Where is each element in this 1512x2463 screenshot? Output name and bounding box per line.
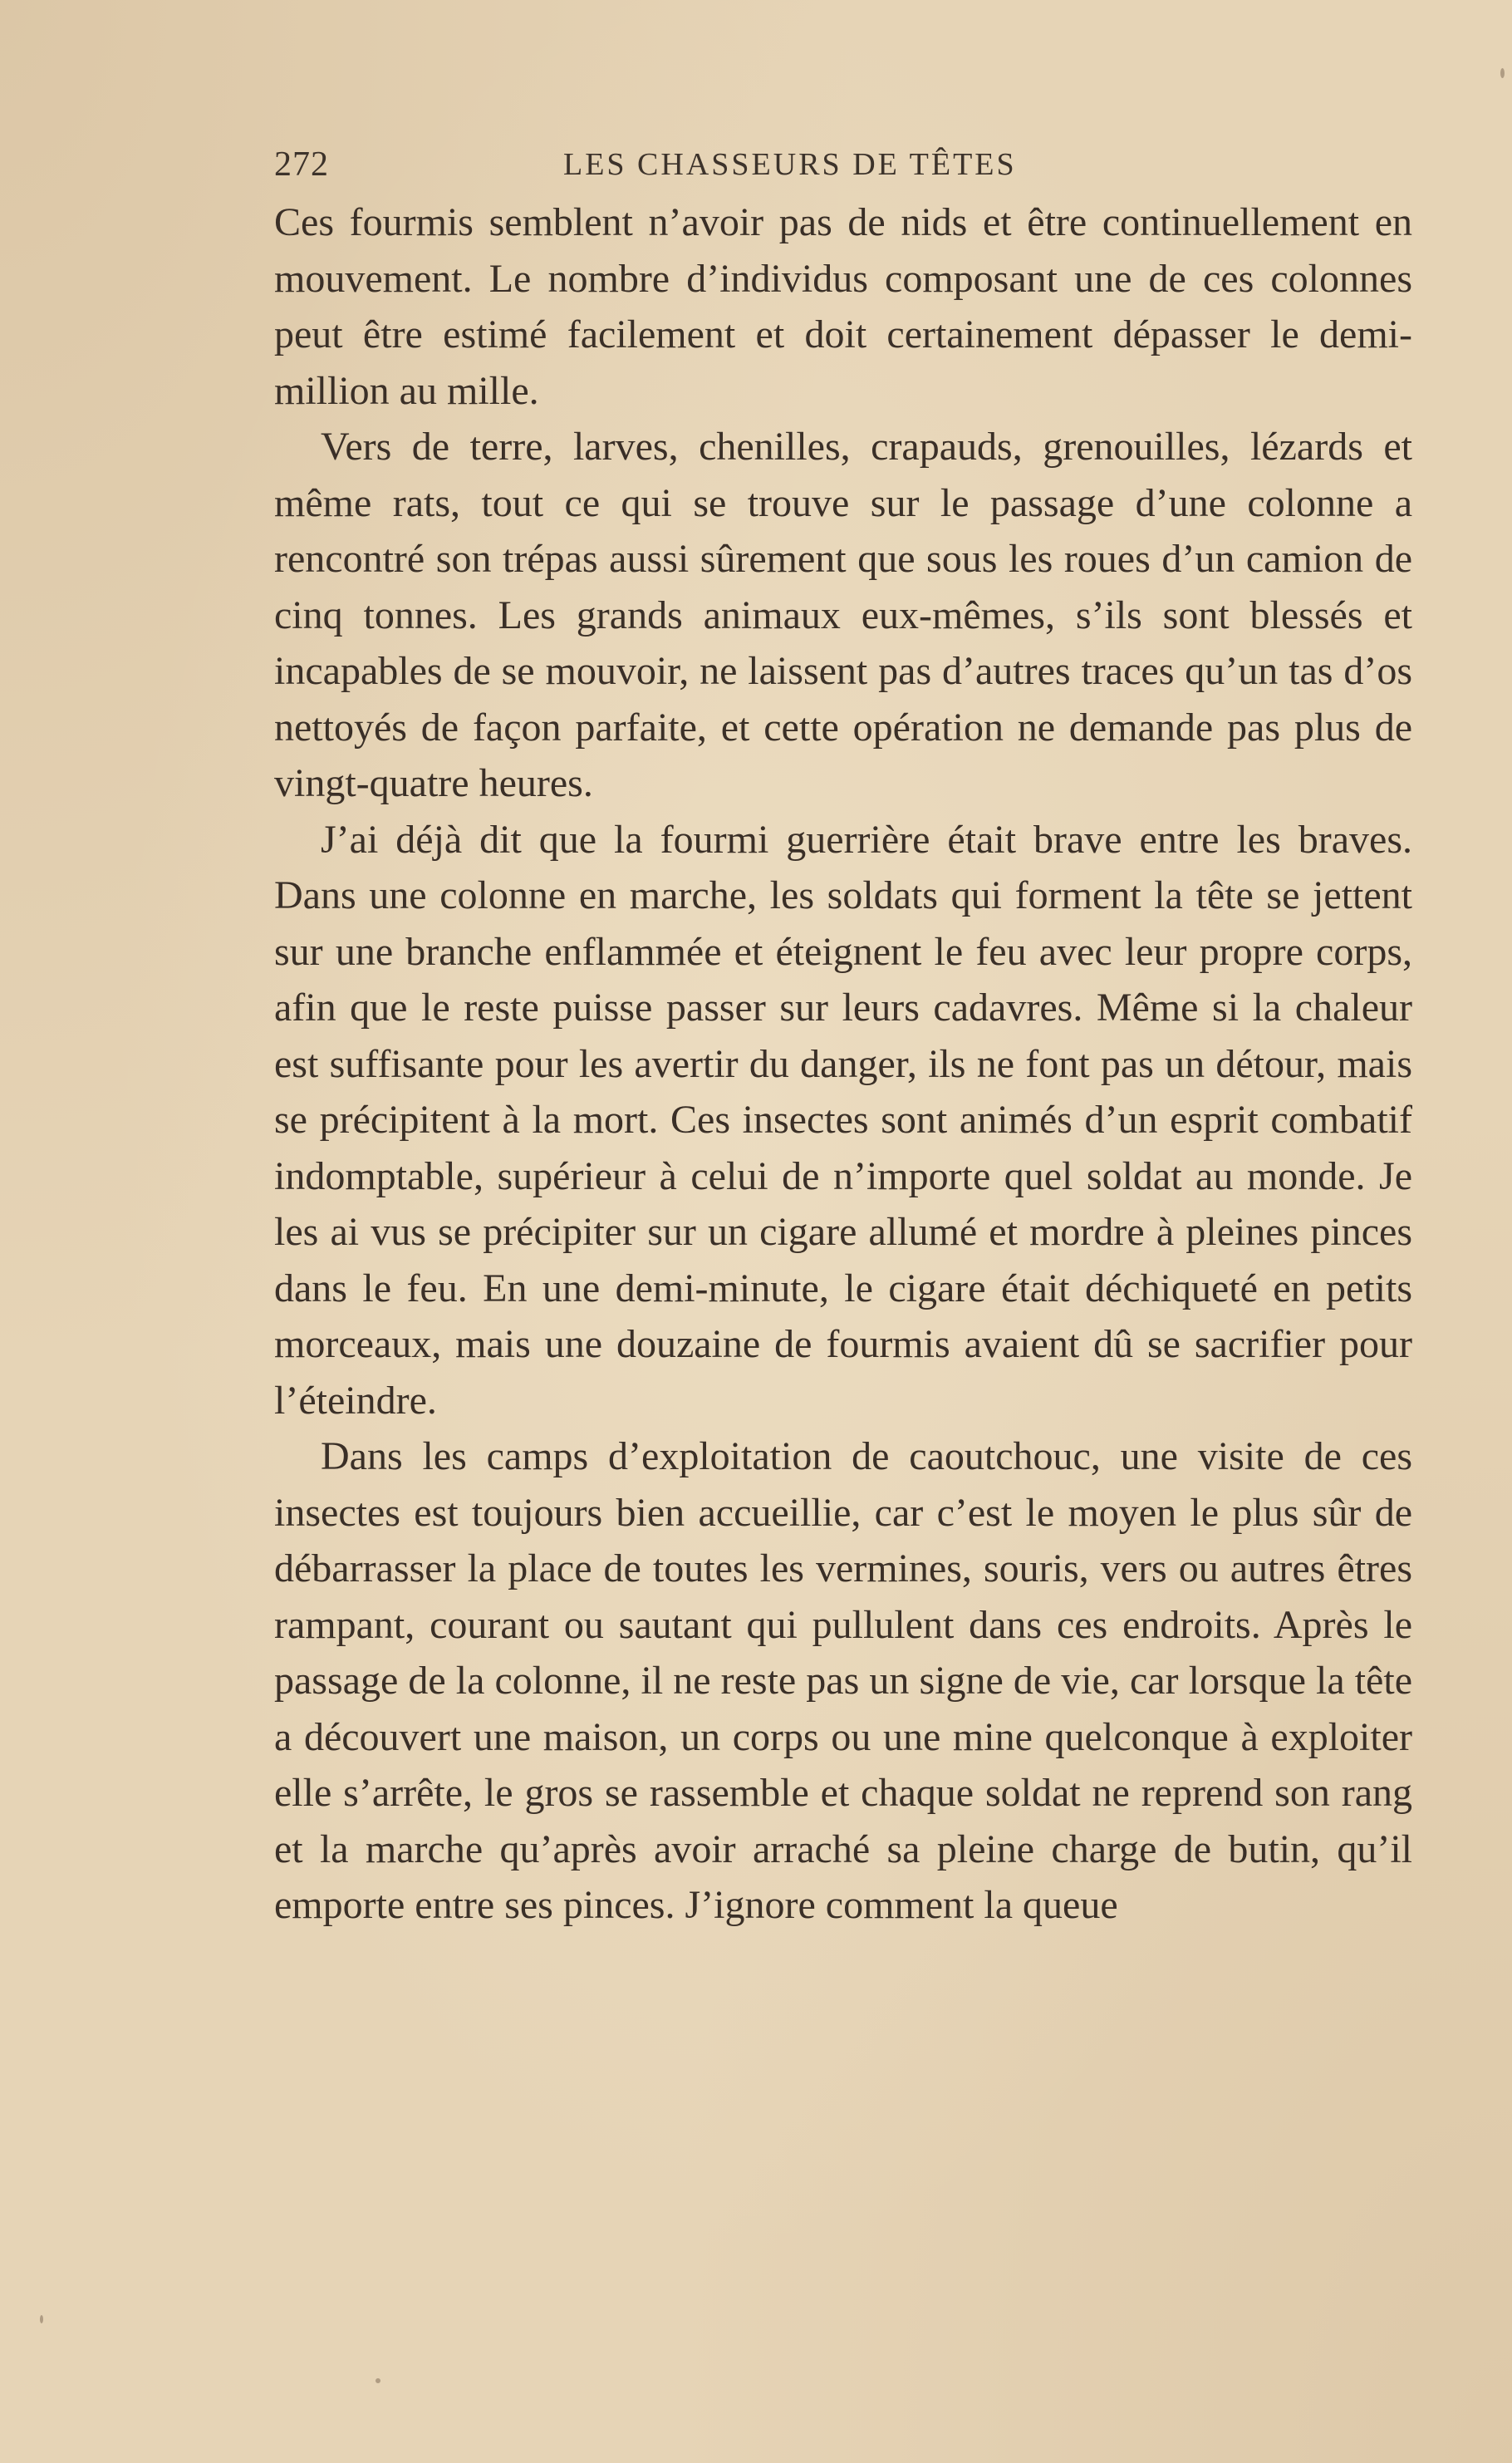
- paragraph: Vers de terre, larves, chenilles, crapauds, grenouilles, lézards et même rats, tout ce qui se trouve sur le passage d’une colonne a rencontré son trépas aussi sûrement que sous les roues d’un camion de cinq tonnes. Les grands animaux eux-mêmes, s’ils sont blessés et incapables de se mouvoir, ne laissent pas d’autres traces qu’un tas d’os nettoyés de façon parfaite, et cette opération ne demande pas plus de vingt-quatre heures.: [274, 425, 1412, 805]
- paper-speck: [40, 2315, 43, 2323]
- page-number: 272: [274, 145, 329, 184]
- paragraph: Dans les camps d’exploitation de caoutchouc, une visite de ces insectes est toujours bien accueillie, car c’est le moyen le plus sûr de débarrasser la place de toutes les vermines, souris, vers ou autres êtres rampant, courant ou sautant qui pullulent dans ces endroits. Après le passage de la colonne, il ne reste pas un signe de vie, car lorsque la tête a découvert une maison, un corps ou une mine quelconque à exploiter elle s’arrête, le gros se rassemble et chaque soldat ne reprend son rang et la marche qu’après avoir arraché sa pleine charge de butin, qu’il emporte entre ses pinces. J’ignore comment la queue: [274, 1434, 1412, 1927]
- body-text: [274, 194, 1412, 1934]
- paper-speck: [376, 2378, 380, 2383]
- book-title: LES CHASSEURS DE TÊTES: [563, 147, 1017, 182]
- paragraph: Ces fourmis semblent n’avoir pas de nids et être continuellement en mouvement. Le nombre d’individus composant une de ces colonnes peut être estimé facilement et doit certainement dépasser le demi-million au mille.: [274, 200, 1412, 413]
- paragraph: J’ai déjà dit que la fourmi guerrière était brave entre les braves. Dans une colonne en marche, les soldats qui forment la tête se jettent sur une branche enflammée et éteignent le feu avec leur propre corps, afin que le reste puisse passer sur leurs cadavres. Même si la chaleur est suffisante pour les avertir du danger, ils ne font pas un détour, mais se précipitent à la mort. Ces insectes sont animés d’un esprit combatif indomptable, supérieur à celui de n’importe quel soldat au monde. Je les ai vus se précipiter sur un cigare allumé et mordre à pleines pinces dans le feu. En une demi-minute, le cigare était déchiqueté en petits morceaux, mais une douzaine de fourmis avaient dû se sacrifier pour l’éteindre.: [274, 817, 1412, 1423]
- book-page: [274, 140, 1412, 1934]
- paper-speck: [1500, 68, 1505, 78]
- running-head: [274, 140, 1412, 189]
